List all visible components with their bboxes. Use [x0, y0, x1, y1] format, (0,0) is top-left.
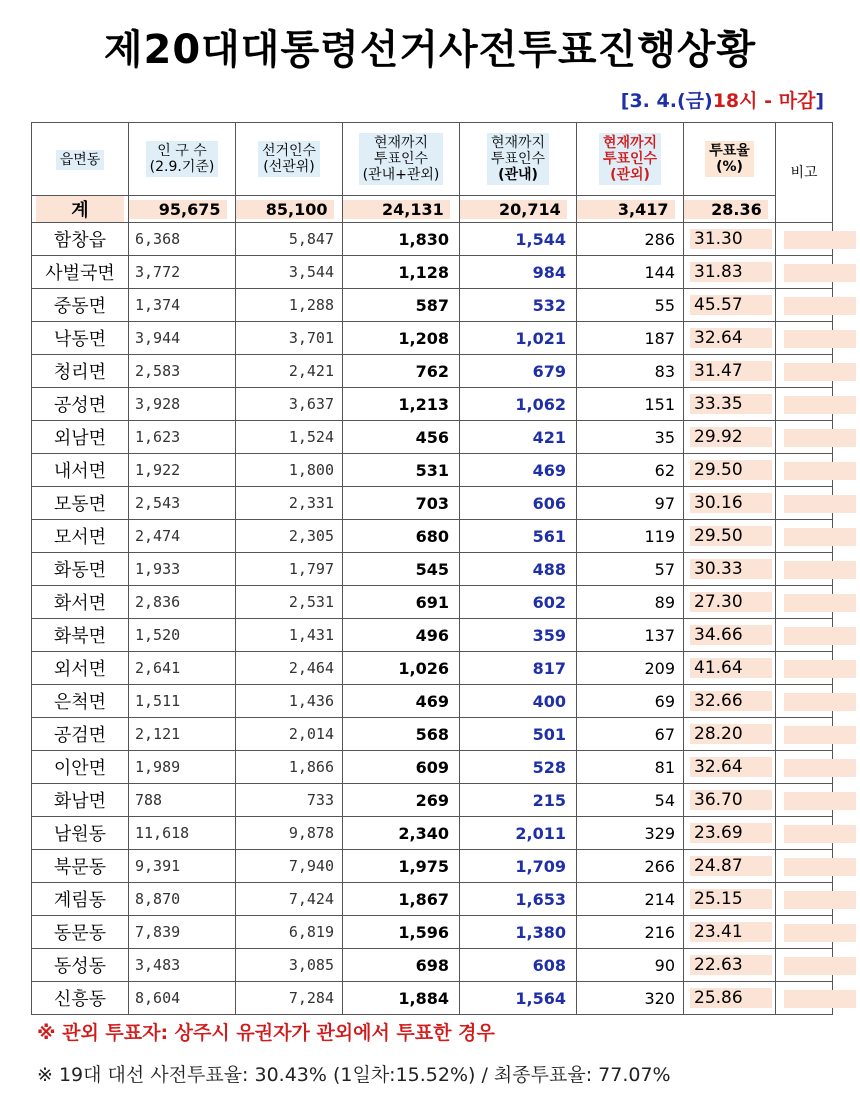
district-name: 남원동 [32, 817, 129, 850]
turnout-cell [684, 388, 776, 421]
population-cell: 1,922 [129, 454, 236, 487]
note-box [784, 297, 856, 315]
total-pop: 95,675 [129, 196, 236, 223]
date-label [621, 86, 824, 113]
district-name: 내서면 [32, 454, 129, 487]
note-cell [776, 553, 833, 586]
total-name: 계 [32, 196, 129, 223]
out-district-votes-cell: 81 [577, 751, 684, 784]
in-district-votes-cell: 488 [460, 553, 577, 586]
in-district-votes-cell: 1,021 [460, 322, 577, 355]
total-rate: 28.36 [684, 196, 776, 223]
table-row [32, 817, 833, 850]
population-cell: 1,989 [129, 751, 236, 784]
turnout-cell [684, 322, 776, 355]
total-votes-cell: 762 [343, 355, 460, 388]
out-district-votes-cell: 62 [577, 454, 684, 487]
note-cell [776, 883, 833, 916]
turnout-cell [684, 355, 776, 388]
electorate-cell: 2,305 [236, 520, 343, 553]
district-name: 화동면 [32, 553, 129, 586]
turnout-value: 24.87 [690, 856, 772, 876]
total-votes-cell: 1,208 [343, 322, 460, 355]
district-name: 화북면 [32, 619, 129, 652]
table-row [32, 982, 833, 1015]
turnout-value: 31.83 [690, 262, 772, 282]
total-votes-cell: 1,975 [343, 850, 460, 883]
note-cell [776, 355, 833, 388]
total-votes-cell: 691 [343, 586, 460, 619]
turnout-value: 32.64 [690, 757, 772, 777]
population-cell: 2,121 [129, 718, 236, 751]
in-district-votes-cell: 1,653 [460, 883, 577, 916]
population-cell: 8,870 [129, 883, 236, 916]
table-row [32, 520, 833, 553]
note-box [784, 231, 856, 249]
electorate-cell: 5,847 [236, 223, 343, 256]
turnout-value: 28.20 [690, 724, 772, 744]
turnout-value: 30.16 [690, 493, 772, 513]
table-row [32, 916, 833, 949]
district-name: 외서면 [32, 652, 129, 685]
in-district-votes-cell: 1,709 [460, 850, 577, 883]
table-row [32, 289, 833, 322]
in-district-votes-cell: 1,380 [460, 916, 577, 949]
table-row [32, 784, 833, 817]
district-name: 낙동면 [32, 322, 129, 355]
turnout-cell [684, 817, 776, 850]
table-row [32, 883, 833, 916]
district-name: 사벌국면 [32, 256, 129, 289]
footnote-previous-election: ※ 19대 대선 사전투표율: 30.43% (1일차:15.52%) / 최종투표율: 77.07% [37, 1064, 671, 1086]
turnout-value: 36.70 [690, 790, 772, 810]
total-out: 3,417 [577, 196, 684, 223]
turnout-cell [684, 949, 776, 982]
note-cell [776, 949, 833, 982]
total-row [32, 196, 833, 223]
out-district-votes-cell: 320 [577, 982, 684, 1015]
note-box [784, 330, 856, 348]
turnout-cell [684, 982, 776, 1015]
table-row [32, 619, 833, 652]
in-district-votes-cell: 501 [460, 718, 577, 751]
total-elec: 85,100 [236, 196, 343, 223]
page-title: 제20대대통령선거사전투표진행상황 [103, 27, 757, 73]
out-district-votes-cell: 54 [577, 784, 684, 817]
table-row [32, 553, 833, 586]
population-cell: 1,933 [129, 553, 236, 586]
out-district-votes-cell: 214 [577, 883, 684, 916]
turnout-value: 29.50 [690, 526, 772, 546]
note-cell [776, 223, 833, 256]
note-cell [776, 421, 833, 454]
turnout-value: 33.35 [690, 394, 772, 414]
turnout-value: 34.66 [690, 625, 772, 645]
out-district-votes-cell: 69 [577, 685, 684, 718]
table-row [32, 256, 833, 289]
out-district-votes-cell: 216 [577, 916, 684, 949]
table-row [32, 652, 833, 685]
in-district-votes-cell: 2,011 [460, 817, 577, 850]
district-name: 계림동 [32, 883, 129, 916]
note-cell [776, 619, 833, 652]
turnout-cell [684, 685, 776, 718]
turnout-cell [684, 586, 776, 619]
note-box [784, 759, 856, 777]
population-cell: 2,583 [129, 355, 236, 388]
population-cell: 9,391 [129, 850, 236, 883]
total-votes-cell: 1,128 [343, 256, 460, 289]
electorate-cell: 733 [236, 784, 343, 817]
note-box [784, 693, 856, 711]
note-cell [776, 454, 833, 487]
in-district-votes-cell: 1,564 [460, 982, 577, 1015]
electorate-cell: 6,819 [236, 916, 343, 949]
table-row [32, 487, 833, 520]
turnout-value: 31.47 [690, 361, 772, 381]
header-total: 현재까지 투표인수 (관내+관외) [343, 123, 460, 196]
district-name: 신흥동 [32, 982, 129, 1015]
turnout-cell [684, 289, 776, 322]
note-box [784, 594, 856, 612]
electorate-cell: 7,424 [236, 883, 343, 916]
electorate-cell: 9,878 [236, 817, 343, 850]
turnout-cell [684, 916, 776, 949]
date-open: [3. 4.(금) [620, 90, 713, 112]
note-box [784, 957, 856, 975]
header-name: 읍면동 [32, 123, 129, 196]
header-note: 비고 [776, 123, 833, 223]
turnout-value: 23.69 [690, 823, 772, 843]
electorate-cell: 2,464 [236, 652, 343, 685]
note-cell [776, 586, 833, 619]
in-district-votes-cell: 400 [460, 685, 577, 718]
out-district-votes-cell: 55 [577, 289, 684, 322]
turnout-value: 32.64 [690, 328, 772, 348]
date-close: ] [815, 90, 824, 112]
table-row [32, 685, 833, 718]
turnout-cell [684, 883, 776, 916]
table-row [32, 421, 833, 454]
in-district-votes-cell: 1,544 [460, 223, 577, 256]
district-name: 은척면 [32, 685, 129, 718]
electorate-cell: 3,701 [236, 322, 343, 355]
in-district-votes-cell: 421 [460, 421, 577, 454]
turnout-value: 31.30 [690, 229, 772, 249]
note-cell [776, 256, 833, 289]
table-row [32, 388, 833, 421]
out-district-votes-cell: 57 [577, 553, 684, 586]
turnout-value: 22.63 [690, 955, 772, 975]
note-box [784, 858, 856, 876]
population-cell: 1,511 [129, 685, 236, 718]
total-votes-cell: 496 [343, 619, 460, 652]
note-box [784, 363, 856, 381]
note-cell [776, 652, 833, 685]
population-cell: 7,839 [129, 916, 236, 949]
in-district-votes-cell: 608 [460, 949, 577, 982]
turnout-cell [684, 652, 776, 685]
district-name: 공성면 [32, 388, 129, 421]
out-district-votes-cell: 209 [577, 652, 684, 685]
table-row [32, 223, 833, 256]
out-district-votes-cell: 187 [577, 322, 684, 355]
turnout-value: 29.92 [690, 427, 772, 447]
total-votes-cell: 568 [343, 718, 460, 751]
total-votes-cell: 545 [343, 553, 460, 586]
vote-table [31, 122, 833, 1015]
in-district-votes-cell: 469 [460, 454, 577, 487]
note-cell [776, 850, 833, 883]
electorate-cell: 2,014 [236, 718, 343, 751]
turnout-cell [684, 850, 776, 883]
turnout-value: 41.64 [690, 658, 772, 678]
total-votes-cell: 531 [343, 454, 460, 487]
turnout-cell [684, 256, 776, 289]
out-district-votes-cell: 144 [577, 256, 684, 289]
note-box [784, 396, 856, 414]
district-name: 외남면 [32, 421, 129, 454]
out-district-votes-cell: 89 [577, 586, 684, 619]
total-votes-cell: 1,884 [343, 982, 460, 1015]
population-cell: 11,618 [129, 817, 236, 850]
electorate-cell: 1,288 [236, 289, 343, 322]
district-name: 이안면 [32, 751, 129, 784]
electorate-cell: 3,637 [236, 388, 343, 421]
total-votes-cell: 1,830 [343, 223, 460, 256]
electorate-cell: 1,436 [236, 685, 343, 718]
total-votes-cell: 456 [343, 421, 460, 454]
out-district-votes-cell: 151 [577, 388, 684, 421]
population-cell: 2,641 [129, 652, 236, 685]
turnout-cell [684, 454, 776, 487]
in-district-votes-cell: 984 [460, 256, 577, 289]
population-cell: 6,368 [129, 223, 236, 256]
population-cell: 3,772 [129, 256, 236, 289]
header-rate: 투표율 (%) [684, 123, 776, 196]
table-row [32, 454, 833, 487]
table-row [32, 718, 833, 751]
total-votes: 24,131 [343, 196, 460, 223]
turnout-value: 25.86 [690, 988, 772, 1008]
turnout-value: 29.50 [690, 460, 772, 480]
population-cell: 8,604 [129, 982, 236, 1015]
turnout-value: 25.15 [690, 889, 772, 909]
table-row [32, 850, 833, 883]
table-row [32, 322, 833, 355]
footnote-outside-voters: ※ 관외 투표자: 상주시 유권자가 관외에서 투표한 경우 [37, 1022, 495, 1044]
note-cell [776, 289, 833, 322]
turnout-cell [684, 751, 776, 784]
electorate-cell: 2,531 [236, 586, 343, 619]
district-name: 모동면 [32, 487, 129, 520]
district-name: 동성동 [32, 949, 129, 982]
note-cell [776, 322, 833, 355]
electorate-cell: 3,085 [236, 949, 343, 982]
in-district-votes-cell: 1,062 [460, 388, 577, 421]
header-row [32, 123, 833, 196]
out-district-votes-cell: 35 [577, 421, 684, 454]
total-votes-cell: 1,026 [343, 652, 460, 685]
note-cell [776, 718, 833, 751]
turnout-cell [684, 487, 776, 520]
header-in: 현재까지 투표인수 (관내) [460, 123, 577, 196]
electorate-cell: 7,284 [236, 982, 343, 1015]
turnout-cell [684, 619, 776, 652]
in-district-votes-cell: 532 [460, 289, 577, 322]
population-cell: 2,474 [129, 520, 236, 553]
electorate-cell: 3,544 [236, 256, 343, 289]
in-district-votes-cell: 606 [460, 487, 577, 520]
district-name: 모서면 [32, 520, 129, 553]
in-district-votes-cell: 561 [460, 520, 577, 553]
out-district-votes-cell: 137 [577, 619, 684, 652]
note-box [784, 924, 856, 942]
in-district-votes-cell: 602 [460, 586, 577, 619]
note-box [784, 264, 856, 282]
total-votes-cell: 1,596 [343, 916, 460, 949]
district-name: 화서면 [32, 586, 129, 619]
note-box [784, 462, 856, 480]
turnout-cell [684, 553, 776, 586]
total-votes-cell: 609 [343, 751, 460, 784]
out-district-votes-cell: 266 [577, 850, 684, 883]
district-name: 중동면 [32, 289, 129, 322]
table-row [32, 751, 833, 784]
electorate-cell: 2,331 [236, 487, 343, 520]
in-district-votes-cell: 817 [460, 652, 577, 685]
header-elec: 선거인수 (선관위) [236, 123, 343, 196]
out-district-votes-cell: 67 [577, 718, 684, 751]
electorate-cell: 1,866 [236, 751, 343, 784]
total-votes-cell: 469 [343, 685, 460, 718]
turnout-value: 23.41 [690, 922, 772, 942]
total-votes-cell: 269 [343, 784, 460, 817]
turnout-cell [684, 421, 776, 454]
turnout-cell [684, 784, 776, 817]
note-box [784, 627, 856, 645]
note-box [784, 528, 856, 546]
population-cell: 3,944 [129, 322, 236, 355]
total-in: 20,714 [460, 196, 577, 223]
in-district-votes-cell: 359 [460, 619, 577, 652]
date-time: 18시 - 마감 [712, 90, 816, 112]
table-body [32, 223, 833, 1015]
electorate-cell: 2,421 [236, 355, 343, 388]
district-name: 공검면 [32, 718, 129, 751]
note-cell [776, 751, 833, 784]
out-district-votes-cell: 286 [577, 223, 684, 256]
note-cell [776, 817, 833, 850]
note-box [784, 660, 856, 678]
total-votes-cell: 2,340 [343, 817, 460, 850]
district-name: 동문동 [32, 916, 129, 949]
out-district-votes-cell: 97 [577, 487, 684, 520]
out-district-votes-cell: 119 [577, 520, 684, 553]
note-cell [776, 784, 833, 817]
note-box [784, 792, 856, 810]
total-votes-cell: 703 [343, 487, 460, 520]
in-district-votes-cell: 215 [460, 784, 577, 817]
electorate-cell: 7,940 [236, 850, 343, 883]
electorate-cell: 1,524 [236, 421, 343, 454]
electorate-cell: 1,797 [236, 553, 343, 586]
population-cell: 3,483 [129, 949, 236, 982]
electorate-cell: 1,800 [236, 454, 343, 487]
note-cell [776, 982, 833, 1015]
note-box [784, 891, 856, 909]
table-row [32, 586, 833, 619]
note-box [784, 726, 856, 744]
total-votes-cell: 587 [343, 289, 460, 322]
note-box [784, 495, 856, 513]
turnout-value: 45.57 [690, 295, 772, 315]
in-district-votes-cell: 679 [460, 355, 577, 388]
note-cell [776, 487, 833, 520]
total-votes-cell: 680 [343, 520, 460, 553]
district-name: 화남면 [32, 784, 129, 817]
note-cell [776, 520, 833, 553]
note-cell [776, 685, 833, 718]
district-name: 청리면 [32, 355, 129, 388]
turnout-value: 27.30 [690, 592, 772, 612]
turnout-cell [684, 223, 776, 256]
total-votes-cell: 1,213 [343, 388, 460, 421]
population-cell: 788 [129, 784, 236, 817]
population-cell: 1,623 [129, 421, 236, 454]
out-district-votes-cell: 329 [577, 817, 684, 850]
note-box [784, 825, 856, 843]
district-name: 북문동 [32, 850, 129, 883]
header-pop: 인 구 수 (2.9.기준) [129, 123, 236, 196]
total-votes-cell: 1,867 [343, 883, 460, 916]
population-cell: 3,928 [129, 388, 236, 421]
population-cell: 2,543 [129, 487, 236, 520]
note-box [784, 429, 856, 447]
turnout-cell [684, 520, 776, 553]
header-out: 현재까지 투표인수 (관외) [577, 123, 684, 196]
electorate-cell: 1,431 [236, 619, 343, 652]
table-row [32, 949, 833, 982]
total-votes-cell: 698 [343, 949, 460, 982]
out-district-votes-cell: 90 [577, 949, 684, 982]
population-cell: 1,520 [129, 619, 236, 652]
turnout-value: 32.66 [690, 691, 772, 711]
note-cell [776, 916, 833, 949]
population-cell: 2,836 [129, 586, 236, 619]
population-cell: 1,374 [129, 289, 236, 322]
note-cell [776, 388, 833, 421]
note-box [784, 561, 856, 579]
district-name: 함창읍 [32, 223, 129, 256]
turnout-value: 30.33 [690, 559, 772, 579]
out-district-votes-cell: 83 [577, 355, 684, 388]
note-box [784, 990, 856, 1008]
in-district-votes-cell: 528 [460, 751, 577, 784]
turnout-cell [684, 718, 776, 751]
table-row [32, 355, 833, 388]
